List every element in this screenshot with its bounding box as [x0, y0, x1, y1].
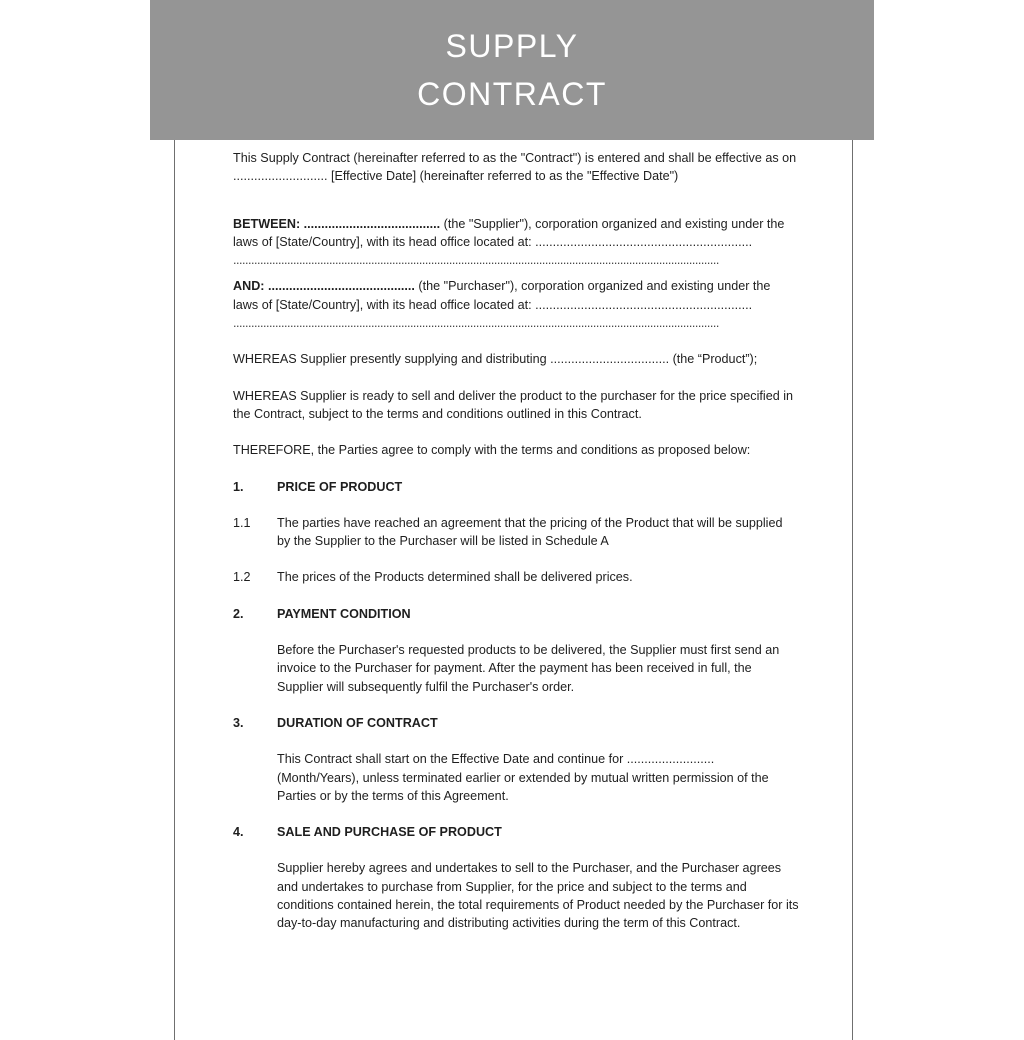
between-address-line: .................................................................................................................................................................. [233, 253, 719, 268]
section-number: 1. [233, 479, 244, 494]
banner-title-line-1: SUPPLY [445, 28, 579, 64]
clause-1-2 [233, 568, 799, 586]
clause-number: 1.1 [233, 515, 251, 530]
clause-text: The prices of the Products determined shall be delivered prices. [277, 570, 633, 585]
section-title: DURATION OF CONTRACT [277, 715, 438, 730]
sale-purchase-text: Supplier hereby agrees and undertakes to sell to the Purchaser, and the Purchaser agrees and undertakes to purchase from Supplier, for the price and subject to the terms and conditions contained herein, the total requirements of Product needed by the Purchaser for its day-to-day manufacturing and distributing activities during the term of this Contract. [277, 861, 799, 931]
contract-body [233, 149, 799, 933]
duration-text: This Contract shall start on the Effective Date and continue for ......................... (Month/Years), unless terminated earlier or extended by mutual written permission of the Parties or by the terms of this Agreement. [277, 752, 769, 803]
intro-paragraph: This Supply Contract (hereinafter referred to as the "Contract") is entered and shall be effective as on ........................... [Effective Date] (hereinafter referred to as the "Effective Date") [233, 151, 797, 184]
payment-condition-text: Before the Purchaser's requested products to be delivered, the Supplier must first send an invoice to the Purchaser for payment. After the payment has been received in full, the Supplier will subsequently fulfil the Purchaser's order. [277, 643, 780, 694]
section-title: SALE AND PURCHASE OF PRODUCT [277, 825, 502, 840]
and-address-line: .................................................................................................................................................................. [233, 316, 719, 331]
and-paragraph [233, 277, 799, 314]
clause-1-1 [233, 514, 799, 551]
section-heading-sale [233, 823, 799, 841]
section-number: 2. [233, 606, 244, 621]
section-heading-payment [233, 605, 799, 623]
and-text: (the "Purchaser"), corporation organized and existing under the laws of [State/Country], with its head office located at: .............................................................. [233, 279, 771, 312]
section-title: PAYMENT CONDITION [277, 606, 411, 621]
between-text: (the "Supplier"), corporation organized and existing under the laws of [State/Country], with its head office located at: .............................................................. [233, 216, 785, 249]
section-heading-duration [233, 714, 799, 732]
whereas-supplying: WHEREAS Supplier presently supplying and distributing .................................. (the “Product”); [233, 352, 758, 367]
whereas-ready: WHEREAS Supplier is ready to sell and deliver the product to the purchaser for the price specified in the Contract, subject to the terms and conditions outlined in this Contract. [233, 388, 794, 421]
title-banner [150, 0, 874, 140]
section-title: PRICE OF PRODUCT [277, 479, 403, 494]
and-label: AND: .......................................... [233, 279, 415, 294]
banner-title-line-2: CONTRACT [417, 76, 607, 112]
between-label: BETWEEN: ....................................... [233, 216, 441, 231]
clause-number: 1.2 [233, 570, 251, 585]
therefore-paragraph: THEREFORE, the Parties agree to comply with the terms and conditions as proposed below: [233, 443, 751, 458]
section-heading-price [233, 478, 799, 496]
section-number: 3. [233, 715, 244, 730]
section-number: 4. [233, 825, 244, 840]
clause-text: The parties have reached an agreement that the pricing of the Product that will be supplied by the Supplier to the Purchaser will be listed in Schedule A [277, 515, 783, 549]
between-paragraph [233, 215, 799, 252]
